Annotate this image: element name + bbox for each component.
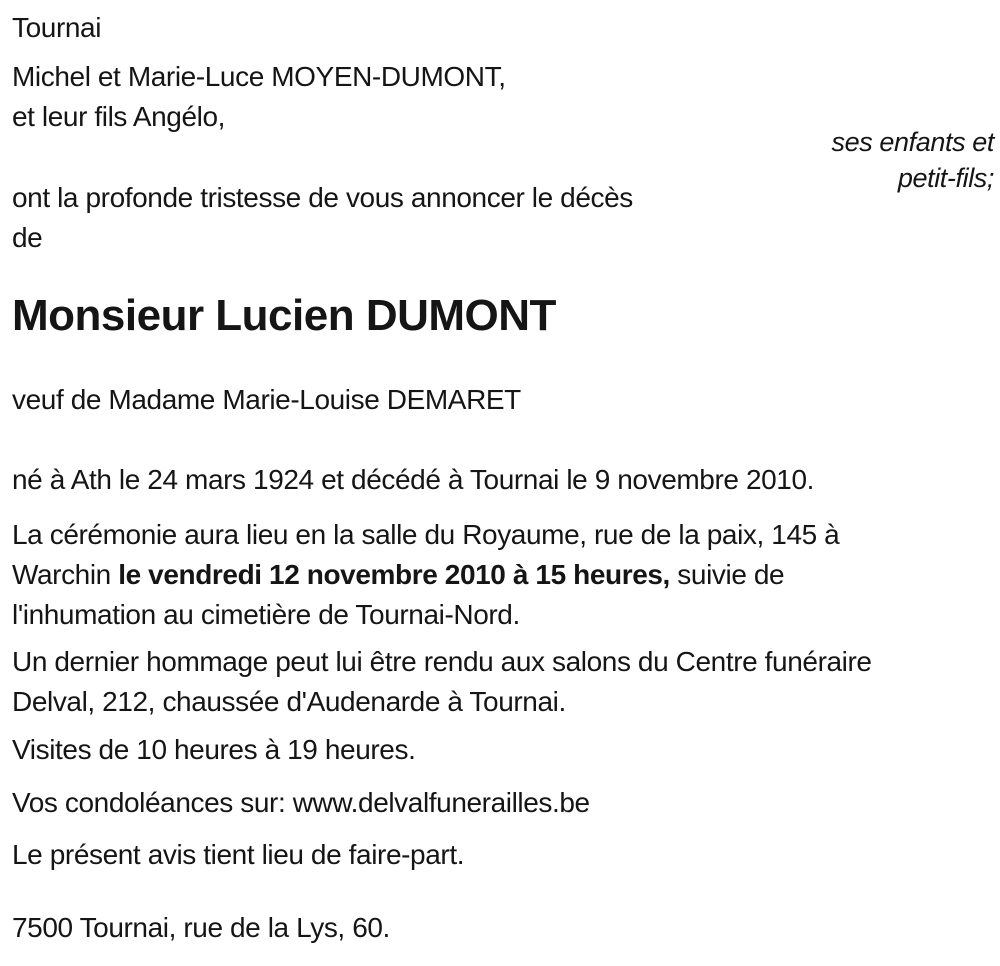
life-dates-line: né à Ath le 24 mars 1924 et décédé à Tournai le 9 novembre 2010.: [12, 464, 815, 495]
condolences-line: [12, 783, 994, 823]
ceremony-line2-suffix: suivie de: [669, 559, 785, 590]
attribution-line: ses enfants et: [831, 127, 994, 157]
city-line: [12, 8, 994, 48]
city-text: Tournai: [12, 12, 102, 43]
ceremony-paragraph: [12, 515, 994, 635]
homage-line: Delval, 212, chaussée d'Audenarde à Tournai.: [12, 686, 566, 717]
legal-notice-line: Le présent avis tient lieu de faire-part.: [12, 839, 465, 870]
ceremony-line: [12, 555, 994, 595]
relatives-line: et leur fils Angélo,: [12, 101, 226, 132]
condolences-url: www.delvalfunerailles.be: [292, 787, 590, 818]
widower-line: veuf de Madame Marie-Louise DEMARET: [12, 384, 521, 415]
homage-line: Un dernier hommage peut lui être rendu aux salons du Centre funéraire: [12, 646, 872, 677]
homage-paragraph: [12, 642, 994, 722]
ceremony-line: La cérémonie aura lieu en la salle du Royaume, rue de la paix, 145 à: [12, 519, 840, 550]
intro-line: ont la profonde tristesse de vous annoncer le décès: [12, 182, 633, 213]
attribution-block: [754, 124, 994, 196]
relatives-line: Michel et Marie-Luce MOYEN-DUMONT,: [12, 61, 506, 92]
intro-line: de: [12, 222, 43, 253]
deceased-name-heading: Monsieur Lucien DUMONT: [12, 291, 556, 340]
attribution-line: petit-fils;: [897, 163, 994, 193]
ceremony-line: l'inhumation au cimetière de Tournai-Nord.: [12, 599, 520, 630]
visits-line: Visites de 10 heures à 19 heures.: [12, 734, 416, 765]
condolences-prefix: Vos condoléances sur:: [12, 787, 293, 818]
ceremony-line2-prefix: Warchin: [12, 559, 119, 590]
address-line: 7500 Tournai, rue de la Lys, 60.: [12, 912, 390, 943]
ceremony-datetime-bold: le vendredi 12 novembre 2010 à 15 heures,: [118, 559, 670, 590]
